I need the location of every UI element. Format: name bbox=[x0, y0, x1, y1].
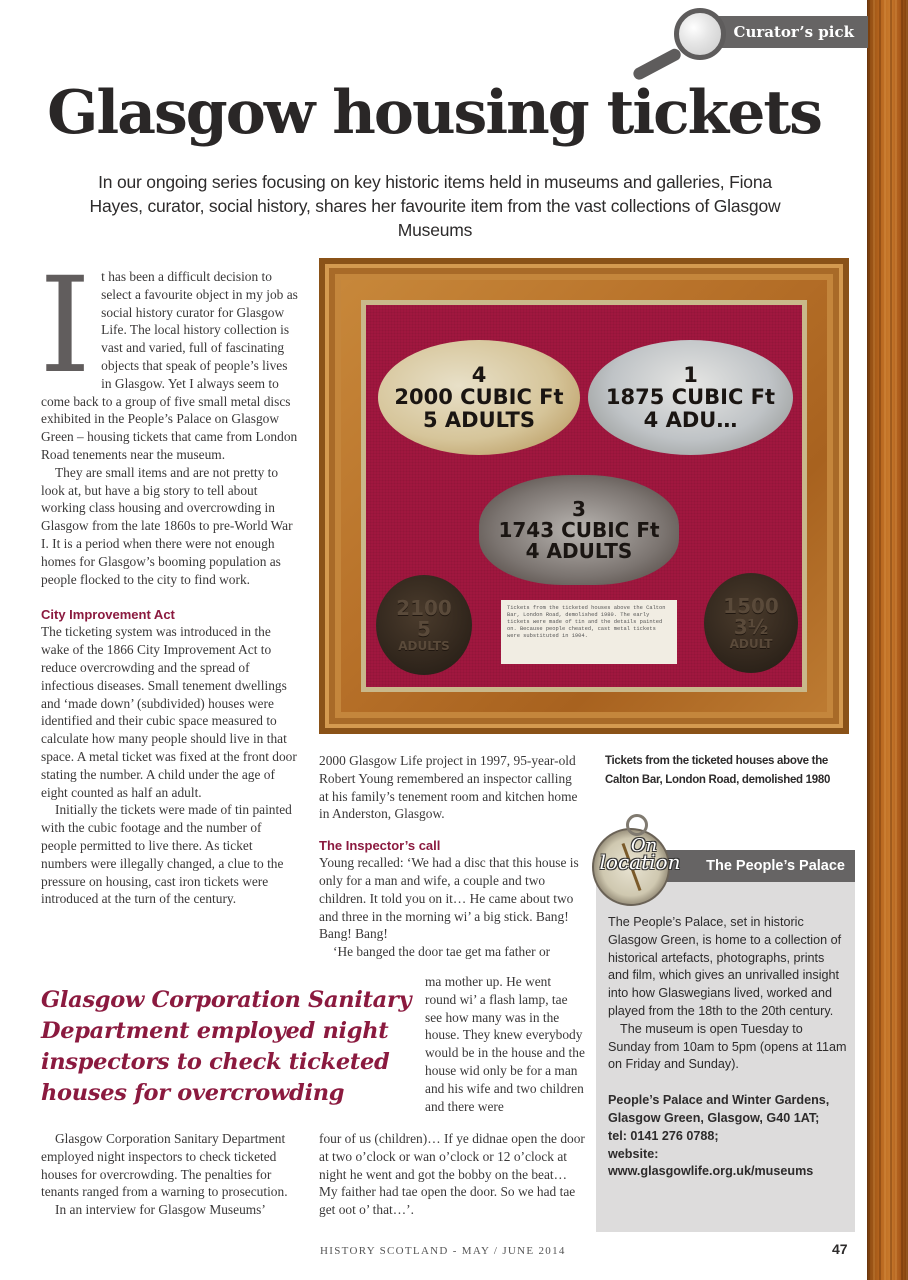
photo-caption: Tickets from the ticketed houses above the Calton Bar, London Road, demolished 1980 bbox=[605, 755, 831, 786]
ticket-line: 3½ bbox=[733, 614, 769, 639]
housing-tickets-photo bbox=[319, 258, 849, 734]
museum-label-card: Tickets from the ticketed houses above the Calton Bar, London Road, demolished 1980. The early tickets were made of tin and the details painted on. Because people cheated, cast metal tickets were substituted in 1904. bbox=[501, 600, 677, 664]
ticket-line: 4 bbox=[471, 363, 487, 388]
photo-velvet-backing bbox=[366, 305, 802, 687]
quote-wrap-text bbox=[425, 973, 585, 1115]
magnifying-glass-icon bbox=[674, 8, 726, 60]
location-paragraph-2: The museum is open Tuesday to Sunday from 10am to 5pm (opens at 11am on Friday and Sunday). bbox=[608, 1021, 847, 1072]
address-text: People’s Palace and Winter Gardens, Glasgow Green, Glasgow, G40 1AT; bbox=[608, 1093, 830, 1125]
on-location-box bbox=[596, 820, 855, 1232]
standfirst: In our ongoing series focusing on key historic items held in museums and galleries, Fiona Hayes, curator, social history, shares her favourite item from the vast collections of Glasgow Museums bbox=[89, 172, 781, 240]
mid-paragraph-3-end: four of us (children)… If ye didnae open the door at two o’clock or wan o’clock or 12 o’clock at night he went and got the bobby on the beat… My faither had tae open the door. So we had tae get oot o’ that…’. bbox=[319, 1131, 585, 1218]
location-address bbox=[608, 1092, 848, 1181]
ticket-line: 3 bbox=[572, 496, 586, 521]
curators-pick-badge bbox=[626, 8, 868, 64]
wood-edge-decoration bbox=[867, 0, 908, 1280]
footer-magazine-issue: HISTORY SCOTLAND - MAY / JUNE 2014 bbox=[320, 1245, 566, 1257]
curators-pick-label: Curator’s pick bbox=[688, 16, 868, 48]
on-location-badge bbox=[590, 835, 690, 874]
ticket-line: 4 ADU… bbox=[643, 407, 738, 432]
mid-paragraph-2: Young recalled: ‘We had a disc that this house is only for a man and wife, a couple and two children. It told you on it… He came about two and three in the morning wi’ a big stick. Bang! Bang! Bang! bbox=[319, 855, 579, 942]
ticket-line: 5 bbox=[417, 616, 431, 641]
article-column-bottom-left bbox=[41, 1130, 303, 1219]
drop-cap: I bbox=[39, 249, 92, 403]
telephone-text: tel: 0141 276 0788; bbox=[608, 1128, 719, 1143]
ticket-disc-2100 bbox=[376, 575, 472, 675]
ticket-1743-cubic-ft bbox=[479, 475, 679, 585]
location-title: The People’s Palace bbox=[641, 850, 855, 882]
paragraph-4: Initially the tickets were made of tin painted with the cubic footage and the number of people permitted to live there. As ticket numbers were illegally changed, a clue to the pressure on housing, cast iron tickets were introduced at the turn of the century. bbox=[41, 802, 292, 907]
ticket-line: 1743 CUBIC Ft bbox=[498, 517, 660, 542]
paragraph-5: Glasgow Corporation Sanitary Department employed night inspectors to check ticketed houses for overcrowding. The penalties for tenants ranged from a warning to prosecution. bbox=[41, 1131, 288, 1200]
ticket-line: 5 ADULTS bbox=[422, 407, 535, 432]
location-text bbox=[608, 914, 848, 1181]
mid-paragraph-3-wrap: ma mother up. He went round wi’ a flash lamp, tae see how many was in the house. They knew everybody would be in the house and the house wid only be for a man and his wife and two children and there were bbox=[425, 974, 585, 1114]
website-link[interactable]: website: www.glasgowlife.org.uk/museums bbox=[608, 1146, 814, 1179]
compass-ring bbox=[626, 814, 648, 836]
paragraph-2: They are small items and are not pretty to look at, but have a big story to tell about working class housing and overcrowding in Glasgow from the late 1860s to pre-World War I. It is a period when there were not enough homes for Glasgow’s booming population as people flocked to the city to find work. bbox=[41, 464, 293, 587]
magnifying-glass-icon-handle bbox=[631, 47, 683, 82]
subhead-city-improvement-act: City Improvement Act bbox=[41, 607, 175, 623]
article-column-left bbox=[39, 249, 298, 908]
ticket-line: 1500 bbox=[723, 593, 779, 618]
mid-paragraph-1: 2000 Glasgow Life project in 1997, 95-year-old Robert Young remembered an inspector calling at his family’s tenement room and kitchen home in Anderston, Glasgow. bbox=[319, 753, 578, 822]
mid-paragraph-3-start: ‘He banged the door tae get ma father or bbox=[333, 944, 551, 960]
page-number: 47 bbox=[832, 1241, 848, 1257]
intro-paragraph: t has been a difficult decision to select a favourite object in my job as social history curator for Glasgow Life. The local history collection is vast and varied, full of fascinating objects that speak of people’s lives in Glasgow. Yet I always seem to come back to a group of five small metal discs exhibited in the People’s Palace on Glasgow Green – housing tickets that came from London Road tenements near the museum. bbox=[41, 269, 298, 462]
ticket-line: 2000 CUBIC Ft bbox=[394, 385, 564, 410]
article-column-middle bbox=[319, 752, 581, 961]
ticket-line: ADULT bbox=[729, 636, 773, 651]
article-column-bottom-middle bbox=[319, 1130, 585, 1219]
subhead-inspectors-call: The Inspector’s call bbox=[319, 838, 441, 854]
ticket-line: 1 bbox=[683, 363, 698, 388]
on-location-word-location: location bbox=[599, 850, 681, 874]
ticket-line: 1875 CUBIC Ft bbox=[605, 385, 776, 410]
page-title: Glasgow housing tickets bbox=[47, 78, 821, 148]
ticket-line: ADULTS bbox=[398, 638, 450, 653]
ticket-2000-cubic-ft bbox=[378, 340, 580, 455]
paragraph-6: In an interview for Glasgow Museums’ bbox=[55, 1202, 266, 1218]
ticket-line: 4 ADULTS bbox=[525, 538, 633, 563]
ticket-1875-cubic-ft bbox=[588, 340, 793, 455]
ticket-disc-1500 bbox=[704, 573, 798, 673]
ticket-line: 2100 bbox=[396, 595, 452, 620]
paragraph-3: The ticketing system was introduced in the wake of the 1866 City Improvement Act to reduce overcrowding and the spread of infectious diseases. Small tenement dwellings and ‘made down’ (subdivided) houses were identified and their cubic space measured to calculate how many people should live in that space. A metal ticket was fixed at the front door stating the number. A child under the age of eight counted as half an adult. bbox=[41, 624, 297, 800]
pull-quote: Glasgow Corporation Sanitary Department employed night inspectors to check ticketed houses for overcrowding bbox=[41, 987, 412, 1106]
location-paragraph-1: The People’s Palace, set in historic Glasgow Green, is home to a collection of historical artefacts, photographs, prints and film, which gives an unrivalled insight into how Glaswegians lived, worked and played from the 18th to the 20th century. bbox=[608, 915, 842, 1018]
on-location-word-on: On bbox=[630, 835, 658, 856]
photo-frame-gilt bbox=[361, 300, 807, 692]
